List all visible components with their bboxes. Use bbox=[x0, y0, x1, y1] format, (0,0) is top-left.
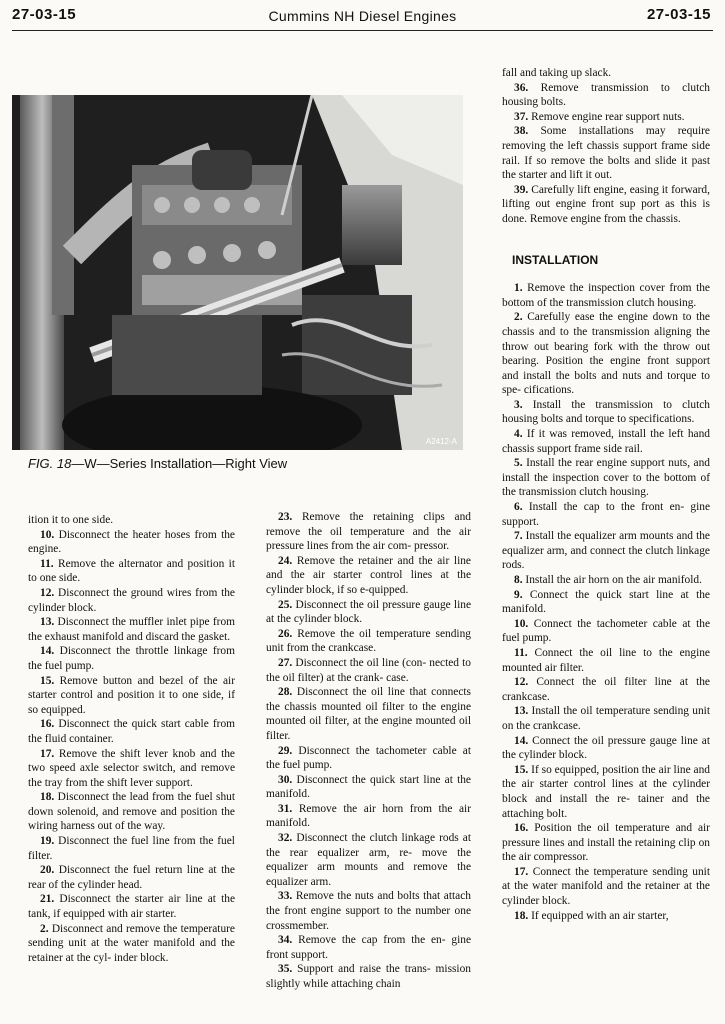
removal-steps-continued bbox=[502, 66, 710, 227]
step-text: Disconnect the fuel line from the fuel filter. bbox=[28, 835, 235, 862]
step-number: 3. bbox=[514, 398, 523, 411]
step-text: Install the oil temperature sending unit on the crankcase. bbox=[502, 705, 710, 732]
step-number: 35. bbox=[278, 963, 293, 976]
step-number: 36. bbox=[514, 81, 529, 94]
step-paragraph bbox=[266, 962, 471, 991]
step-paragraph bbox=[266, 773, 471, 802]
step-text: Remove the retaining clips and remove the oil temperature and the air pressure lines from the air com- pressor. bbox=[266, 511, 471, 553]
step-paragraph bbox=[502, 704, 710, 733]
step-number: 11. bbox=[40, 557, 54, 570]
step-text: Connect the oil line to the engine mounted air filter. bbox=[502, 646, 710, 674]
column-left bbox=[28, 513, 235, 965]
step-text: If it was removed, install the left hand chassis support frame side rail. bbox=[502, 428, 710, 455]
step-number: 14. bbox=[40, 645, 55, 658]
step-text: fall and taking up slack. bbox=[502, 67, 612, 79]
step-paragraph bbox=[28, 834, 235, 863]
step-paragraph bbox=[266, 802, 471, 831]
step-text: Connect the tachometer cable at the fuel pump. bbox=[502, 617, 711, 645]
step-text: Disconnect the tachometer cable at the fuel pump. bbox=[266, 744, 471, 772]
engine-photo bbox=[12, 95, 463, 450]
step-text: Some installations may require removing the left chassis support frame side rail. If so remove the bolts and slide it past the starter and lift it out. bbox=[502, 125, 710, 182]
step-number: 37. bbox=[514, 110, 529, 123]
step-number: 38. bbox=[514, 125, 529, 138]
step-text: Remove the cap from the en- gine front support. bbox=[266, 934, 471, 961]
step-text: If so equipped, position the air line and the air starter control lines at the cylinder block and install the re- tainer and the attaching bolt. bbox=[502, 763, 710, 820]
step-paragraph bbox=[502, 281, 710, 310]
step-text: Remove the shift lever knob and the two speed axle selector switch, and remove the tray from the shift lever support. bbox=[28, 747, 235, 789]
step-paragraph bbox=[28, 557, 235, 586]
step-paragraph bbox=[502, 124, 710, 182]
step-text: Disconnect the fuel return line at the rear of the cylinder head. bbox=[28, 864, 235, 891]
step-number: 15. bbox=[514, 763, 529, 776]
step-text: Disconnect the heater hoses from the engine. bbox=[28, 528, 235, 556]
step-text: Support and raise the trans- mission slightly while attaching chain bbox=[266, 963, 471, 990]
step-number: 4. bbox=[514, 428, 523, 441]
step-number: 33. bbox=[278, 890, 293, 903]
step-number: 2. bbox=[514, 311, 523, 324]
figure-code: A2412-A bbox=[425, 437, 457, 446]
step-text: Disconnect the oil line (con- nected to the oil filter) at the crank- case. bbox=[266, 656, 471, 684]
header-rule bbox=[12, 30, 713, 31]
step-paragraph bbox=[266, 554, 471, 598]
step-text: Disconnect the oil pressure gauge line at the cylinder block. bbox=[266, 598, 471, 626]
step-text: Connect the oil filter line at the crankcase. bbox=[502, 676, 710, 703]
step-number: 12. bbox=[40, 586, 55, 599]
step-paragraph bbox=[266, 685, 471, 743]
step-paragraph bbox=[28, 922, 235, 966]
step-paragraph bbox=[28, 674, 235, 718]
step-number: 16. bbox=[40, 718, 55, 731]
step-text: Disconnect and remove the temperature sending unit at the water manifold and the retainer at the cyl- inder block. bbox=[28, 922, 235, 964]
step-number: 18. bbox=[40, 791, 55, 804]
step-number: 18. bbox=[514, 909, 529, 922]
step-number: 32. bbox=[278, 832, 293, 845]
step-number: 34. bbox=[278, 934, 293, 947]
step-text: Remove transmission to clutch housing bolts. bbox=[502, 81, 710, 109]
step-paragraph bbox=[502, 646, 710, 675]
page-number-left: 27-03-15 bbox=[12, 6, 77, 23]
step-text: Remove button and bezel of the air starter control and position it to one side, if so equipped. bbox=[28, 674, 235, 716]
step-number: 23. bbox=[278, 511, 293, 523]
step-paragraph bbox=[502, 183, 710, 227]
step-paragraph bbox=[28, 892, 235, 921]
running-title: Cummins NH Diesel Engines bbox=[268, 8, 457, 24]
step-paragraph bbox=[502, 588, 710, 617]
step-text: Remove engine rear support nuts. bbox=[531, 110, 685, 123]
step-paragraph bbox=[28, 747, 235, 791]
step-number: 31. bbox=[278, 802, 293, 815]
step-paragraph bbox=[502, 763, 710, 821]
step-paragraph bbox=[502, 456, 710, 500]
step-number: 15. bbox=[40, 674, 55, 687]
step-paragraph bbox=[28, 586, 235, 615]
step-paragraph bbox=[502, 821, 710, 865]
step-number: 25. bbox=[278, 598, 293, 611]
step-text: Disconnect the lead from the fuel shut down solenoid, and remove and position the wiring harness out of the way. bbox=[28, 791, 236, 833]
figure-caption bbox=[28, 456, 287, 471]
step-text: Disconnect the starter air line at the tank, if equipped with air starter. bbox=[28, 893, 235, 921]
step-text: Install the transmission to clutch housing bolts and torque to specifications. bbox=[502, 398, 710, 426]
step-paragraph bbox=[502, 427, 710, 456]
step-text: Disconnect the quick start line at the manifold. bbox=[266, 773, 471, 801]
step-paragraph bbox=[28, 863, 235, 892]
step-number: 7. bbox=[514, 530, 523, 543]
step-text: Disconnect the ground wires from the cylinder block. bbox=[28, 586, 235, 614]
step-text: Install the air horn on the air manifold. bbox=[525, 574, 702, 586]
step-paragraph bbox=[266, 598, 471, 627]
step-number: 5. bbox=[514, 457, 523, 470]
step-paragraph bbox=[266, 744, 471, 773]
step-text: Carefully ease the engine down to the chassis and to the transmission aligning the throw out bearing fork with the throw out bearing. Position the engine front support and install the bolts and nuts and torque to spe- cifications. bbox=[502, 311, 710, 397]
column-right bbox=[502, 66, 710, 923]
step-paragraph bbox=[28, 615, 235, 644]
step-text: Connect the temperature sending unit at the water manifold and the retainer at the cylinder block. bbox=[502, 865, 710, 908]
step-number: 19. bbox=[40, 835, 55, 848]
step-paragraph bbox=[502, 617, 710, 646]
step-number: 17. bbox=[514, 865, 529, 878]
step-number: 12. bbox=[514, 676, 529, 689]
step-text: Install the rear engine support nuts, and install the inspection cover to the bottom of the transmission clutch housing. bbox=[502, 457, 710, 499]
step-number: 13. bbox=[514, 705, 529, 718]
step-paragraph bbox=[266, 933, 471, 962]
step-number: 1. bbox=[514, 282, 523, 295]
step-paragraph bbox=[502, 310, 710, 398]
step-number: 11. bbox=[514, 646, 528, 659]
step-paragraph bbox=[502, 573, 710, 588]
step-paragraph bbox=[502, 398, 710, 427]
step-number: 13. bbox=[40, 616, 55, 629]
step-number: 10. bbox=[40, 528, 55, 541]
step-text: Remove the alternator and position it to one side. bbox=[28, 557, 235, 585]
step-text: Disconnect the oil line that connects the chassis mounted oil filter to the engine mounted oil filter, at the engine mounted oil filter. bbox=[266, 686, 471, 742]
step-paragraph bbox=[28, 717, 235, 746]
step-text: Disconnect the muffler inlet pipe from the exhaust manifold and discard the gasket. bbox=[28, 616, 235, 643]
step-paragraph bbox=[266, 656, 471, 685]
step-paragraph bbox=[502, 500, 710, 529]
step-number: 6. bbox=[514, 501, 523, 514]
figure-caption-text: —W—Series Installation—Right View bbox=[71, 456, 288, 471]
step-number: 26. bbox=[278, 627, 293, 640]
step-number: 10. bbox=[514, 617, 529, 630]
step-text: ition it to one side. bbox=[28, 514, 114, 526]
step-number: 16. bbox=[514, 822, 529, 835]
step-number: 24. bbox=[278, 554, 293, 567]
step-text: Remove the inspection cover from the bottom of the transmission clutch housing. bbox=[502, 282, 710, 309]
step-number: 14. bbox=[514, 734, 529, 747]
step-paragraph bbox=[502, 81, 710, 110]
step-paragraph bbox=[502, 110, 710, 125]
step-text: Remove the air horn from the air manifold. bbox=[266, 802, 471, 830]
step-paragraph bbox=[266, 510, 471, 554]
step-paragraph bbox=[502, 66, 710, 81]
step-text: Install the cap to the front en- gine support. bbox=[502, 501, 710, 528]
step-number: 2. bbox=[40, 922, 49, 935]
step-paragraph bbox=[502, 734, 710, 763]
column-middle bbox=[266, 510, 471, 992]
step-paragraph bbox=[28, 644, 235, 673]
step-text: Remove the oil temperature sending unit from the crankcase. bbox=[266, 627, 471, 655]
step-number: 27. bbox=[278, 656, 293, 669]
engine-illustration bbox=[12, 95, 463, 450]
figure-number: FIG. 18 bbox=[28, 456, 72, 471]
step-text: Connect the oil pressure gauge line at the cylinder block. bbox=[502, 734, 710, 762]
step-number: 28. bbox=[278, 686, 293, 699]
step-text: Disconnect the throttle linkage from the fuel pump. bbox=[28, 645, 235, 672]
step-paragraph bbox=[266, 831, 471, 889]
step-number: 21. bbox=[40, 893, 55, 906]
step-text: Connect the quick start line at the manifold. bbox=[502, 588, 710, 616]
installation-heading: INSTALLATION bbox=[512, 252, 599, 267]
page-number-right: 27-03-15 bbox=[646, 6, 711, 23]
step-paragraph bbox=[266, 889, 471, 933]
step-text: Remove the retainer and the air line and the air starter control lines at the cylinder block, if so e-quipped. bbox=[266, 554, 471, 596]
step-text: Disconnect the quick start cable from the fluid container. bbox=[28, 718, 235, 745]
step-number: 8. bbox=[514, 574, 523, 586]
installation-steps bbox=[502, 281, 710, 923]
step-paragraph bbox=[502, 675, 710, 704]
step-number: 39. bbox=[514, 183, 529, 196]
step-paragraph bbox=[28, 528, 235, 557]
step-number: 30. bbox=[278, 773, 293, 786]
step-paragraph bbox=[502, 865, 710, 909]
step-text: Remove the nuts and bolts that attach the front engine support to the number one crossmember. bbox=[266, 890, 471, 932]
step-text: Disconnect the clutch linkage rods at the rear equalizer arm, re- move the equalizer arm mounts and remove the equalizer arm. bbox=[266, 832, 471, 888]
step-number: 29. bbox=[278, 744, 293, 757]
step-paragraph bbox=[502, 909, 710, 924]
step-paragraph bbox=[502, 529, 710, 573]
step-text: Install the equalizer arm mounts and the equalizer arm, and connect the clutch linkage rods. bbox=[502, 530, 710, 572]
step-number: 20. bbox=[40, 864, 55, 877]
step-paragraph bbox=[28, 513, 235, 528]
step-paragraph bbox=[266, 627, 471, 656]
step-text: Carefully lift engine, easing it forward, lifting out engine front sup port as this is done. Remove engine from the chassis. bbox=[502, 183, 710, 225]
step-text: Position the oil temperature and air pressure lines and install the retaining clip on the air compressor. bbox=[502, 822, 710, 864]
step-number: 17. bbox=[40, 747, 55, 760]
step-number: 9. bbox=[514, 588, 523, 601]
step-text: If equipped with an air starter, bbox=[531, 909, 669, 922]
step-paragraph bbox=[28, 790, 235, 834]
